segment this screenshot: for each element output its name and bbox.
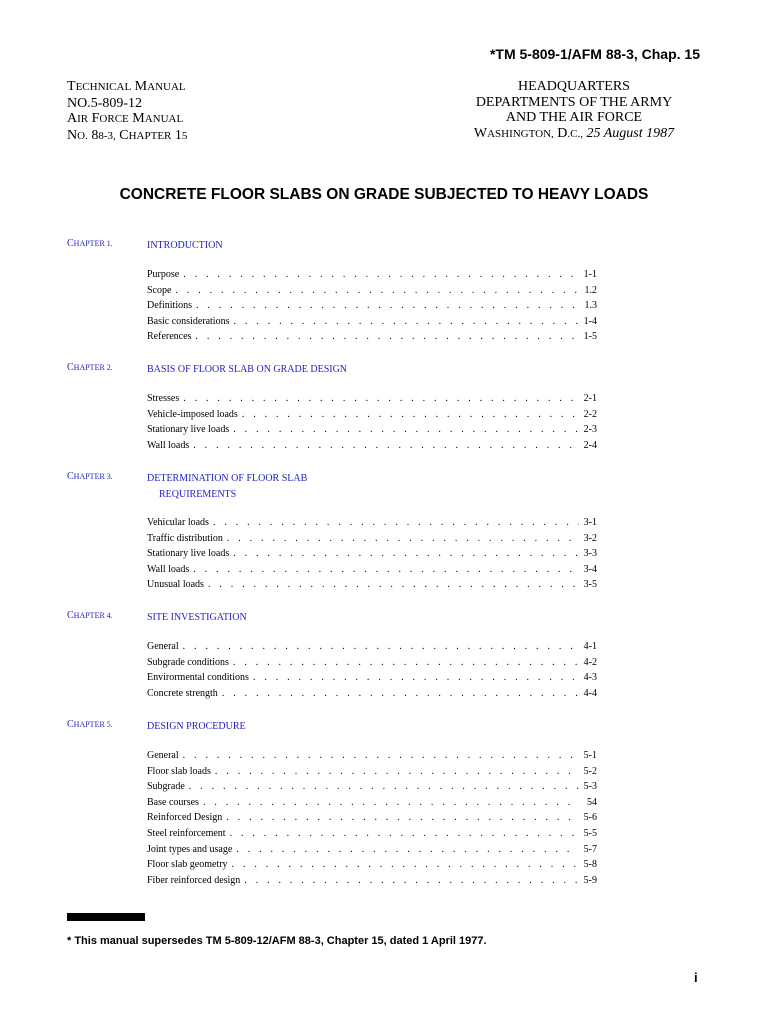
toc-entry[interactable] (147, 657, 597, 671)
toc-entry[interactable] (147, 409, 597, 423)
toc-entry[interactable] (147, 828, 597, 842)
headquarters-block (440, 79, 708, 142)
manual-line-1: TECHNICAL MANUAL (67, 79, 186, 94)
toc-entry-page: 5-1 (583, 750, 597, 761)
toc-entry[interactable] (147, 781, 597, 795)
toc-entry-title: Wall loads (147, 439, 190, 451)
chapter-title-line[interactable]: BASIS OF FLOOR SLAB ON GRADE DESIGN (147, 364, 348, 375)
dot-leader (215, 766, 579, 777)
toc-entry-title: References (147, 331, 192, 343)
page-number: i (694, 970, 698, 985)
toc-entry[interactable] (147, 424, 597, 438)
chapter-number[interactable]: CHAPTER 4. (67, 610, 113, 621)
manual-line-3: AIR FORCE MANUAL (67, 111, 184, 126)
toc-entry-page: 5-9 (583, 874, 597, 886)
toc-entry-title: Base courses (147, 796, 199, 808)
dot-leader (227, 533, 579, 544)
chapter-number[interactable]: CHAPTER 2. (67, 362, 113, 373)
chapter-number[interactable]: CHAPTER 1. (67, 238, 113, 249)
dot-leader (222, 688, 579, 699)
chapter-title-line-2[interactable]: REQUIREMENTS (159, 488, 237, 500)
dot-leader (232, 859, 579, 870)
chapter-title[interactable] (147, 719, 246, 735)
toc-entry-title: Floor slab geometry (147, 859, 228, 871)
chapter-title[interactable] (147, 238, 223, 254)
toc-entry-title: Wall loads (147, 563, 190, 575)
toc-entry[interactable] (147, 331, 597, 345)
dot-leader (189, 781, 579, 792)
chapter-title[interactable] (147, 471, 307, 502)
toc-entry-title: Steel reinforcement (147, 828, 226, 839)
dot-leader (175, 285, 579, 296)
hq-line-1: HEADQUARTERS (518, 79, 630, 94)
toc-entry[interactable] (147, 859, 597, 873)
dot-leader (183, 269, 579, 280)
chapter-number[interactable]: CHAPTER 5. (67, 719, 113, 730)
toc-entry-page: 4-1 (583, 641, 597, 652)
toc-entry-page: 1.2 (584, 284, 597, 296)
toc-entry[interactable] (147, 797, 597, 811)
toc-entry-title: General (147, 750, 179, 761)
toc-entry-page: 1-5 (583, 331, 597, 343)
toc-entry[interactable] (147, 269, 597, 283)
dot-leader (233, 548, 579, 559)
toc-entry[interactable] (147, 533, 597, 547)
dot-leader (233, 424, 579, 435)
chapter-title-line[interactable]: DESIGN PROCEDURE (147, 721, 246, 732)
manual-line-2: NO.5-809-12 (67, 95, 143, 111)
dot-leader (213, 517, 579, 528)
dot-leader (244, 875, 579, 886)
toc-entry[interactable] (147, 517, 597, 531)
dot-leader (230, 828, 579, 839)
dot-leader (183, 641, 579, 652)
document-title: CONCRETE FLOOR SLABS ON GRADE SUBJECTED TO HEAVY LOADS (119, 186, 649, 203)
toc-entry-page: 3-5 (583, 579, 597, 591)
toc-entry-page: 3-3 (583, 548, 597, 560)
toc-entry-title: Traffic distribution (147, 532, 223, 544)
dot-leader (253, 672, 579, 683)
chapter-title-line[interactable]: SITE INVESTIGATION (147, 612, 247, 623)
toc-entry-title: Floor slab loads (147, 765, 211, 777)
manual-line-4: NO. 88-3, CHAPTER 15 (67, 127, 188, 143)
chapter-number[interactable]: CHAPTER 3. (67, 471, 113, 482)
toc-entry-title: Vehicular loads (147, 517, 209, 528)
toc-entry-page: 2-2 (583, 408, 597, 420)
dot-leader (242, 409, 579, 420)
toc-entry-title: Subgrade conditions (147, 656, 229, 668)
toc-entry-page: 54 (587, 796, 597, 808)
toc-entry-title: Basic considerations (147, 315, 230, 327)
toc-entry-page: 4-2 (583, 656, 597, 668)
toc-entry[interactable] (147, 750, 597, 764)
toc-entry[interactable] (147, 316, 597, 330)
toc-entry-title: Definitions (147, 300, 192, 312)
dot-leader (233, 657, 579, 668)
toc-entry[interactable] (147, 844, 597, 858)
toc-entry-title: Envirormental conditions (147, 672, 249, 684)
toc-entry-page: 5-6 (583, 812, 597, 824)
toc-entry[interactable] (147, 440, 597, 454)
hq-line-2: DEPARTMENTS OF THE ARMY (475, 94, 673, 110)
toc-entry-title: Unusual loads (147, 579, 204, 591)
hq-place: WASHINGTON, D.C., (473, 125, 583, 141)
toc-entry-title: Reinforced Design (147, 812, 223, 824)
hq-line-4 (440, 126, 708, 143)
toc-entry[interactable] (147, 672, 597, 686)
toc-entry-title: Joint types and usage (147, 843, 233, 855)
toc-entry-title: Purpose (147, 269, 180, 280)
toc-entry-title: Stationary live loads (147, 424, 230, 436)
toc-entry-page: 4-4 (583, 687, 597, 699)
toc-entry-page: 1-1 (583, 269, 597, 280)
toc-entry[interactable] (147, 300, 597, 314)
toc-entry-page: 3-4 (583, 563, 597, 575)
toc-entry-page: 5-8 (583, 859, 597, 871)
hq-line-3: AND THE AIR FORCE (505, 110, 643, 125)
dot-leader (193, 440, 579, 451)
toc-entry-page: 2-1 (583, 393, 597, 404)
toc-entry-title: Concrete strength (147, 687, 218, 699)
publication-date: 25 August 1987 (586, 125, 675, 141)
toc-entry[interactable] (147, 875, 597, 889)
toc-entry[interactable] (147, 812, 597, 826)
toc-entry-title: Fiber reinforced design (147, 874, 241, 886)
chapter-title[interactable] (147, 610, 247, 626)
dot-leader (208, 579, 579, 590)
toc-entry-title: Scope (147, 284, 172, 296)
toc-entry-page: 3-2 (583, 532, 597, 544)
toc-entry-page: 4-3 (583, 672, 597, 684)
chapter-title-line[interactable]: DETERMINATION OF FLOOR SLAB (147, 473, 308, 484)
toc-entry-page: 5-7 (583, 843, 597, 855)
toc-entry-page: 2-3 (583, 424, 597, 436)
dot-leader (183, 393, 579, 404)
toc-entry[interactable] (147, 564, 597, 578)
dot-leader (183, 750, 579, 761)
dot-leader (203, 797, 579, 808)
toc-entry-title: Subgrade (147, 781, 185, 793)
toc-entry-title: General (147, 641, 179, 652)
toc-entry[interactable] (147, 641, 597, 655)
dot-leader (195, 331, 579, 342)
document-reference: *TM 5-809-1/AFM 88-3, Chap. 15 (489, 46, 700, 62)
toc-entry-page: 3-1 (583, 517, 597, 528)
toc-entry-page: 5-3 (583, 781, 597, 793)
dot-leader (233, 316, 579, 327)
dot-leader (196, 300, 579, 311)
manual-designation-block (67, 79, 187, 144)
toc-entry[interactable] (147, 766, 597, 780)
toc-entry[interactable] (147, 579, 597, 593)
toc-entry[interactable] (147, 548, 597, 562)
toc-entry-page: 2-4 (583, 439, 597, 451)
toc-entry-page: 1-4 (583, 315, 597, 327)
dot-leader (236, 844, 579, 855)
toc-entry-title: Stresses (147, 393, 180, 404)
chapter-title-line[interactable]: INTRODUCTION (147, 240, 223, 251)
supersedes-footnote: * This manual supersedes TM 5-809-12/AFM 88-3, Chapter 15, dated 1 April 1977. (67, 935, 487, 947)
chapter-title[interactable] (147, 362, 347, 378)
toc-entry[interactable] (147, 285, 597, 299)
toc-entry[interactable] (147, 688, 597, 702)
toc-entry[interactable] (147, 393, 597, 407)
toc-entry-page: 1.3 (584, 300, 597, 312)
dot-leader (226, 812, 579, 823)
dot-leader (193, 564, 579, 575)
toc-entry-page: 5-2 (583, 765, 597, 777)
footnote-rule (67, 913, 145, 921)
toc-entry-page: 5-5 (583, 828, 597, 839)
toc-entry-title: Stationary live loads (147, 548, 230, 560)
toc-entry-title: Vehicle-imposed loads (147, 408, 238, 420)
